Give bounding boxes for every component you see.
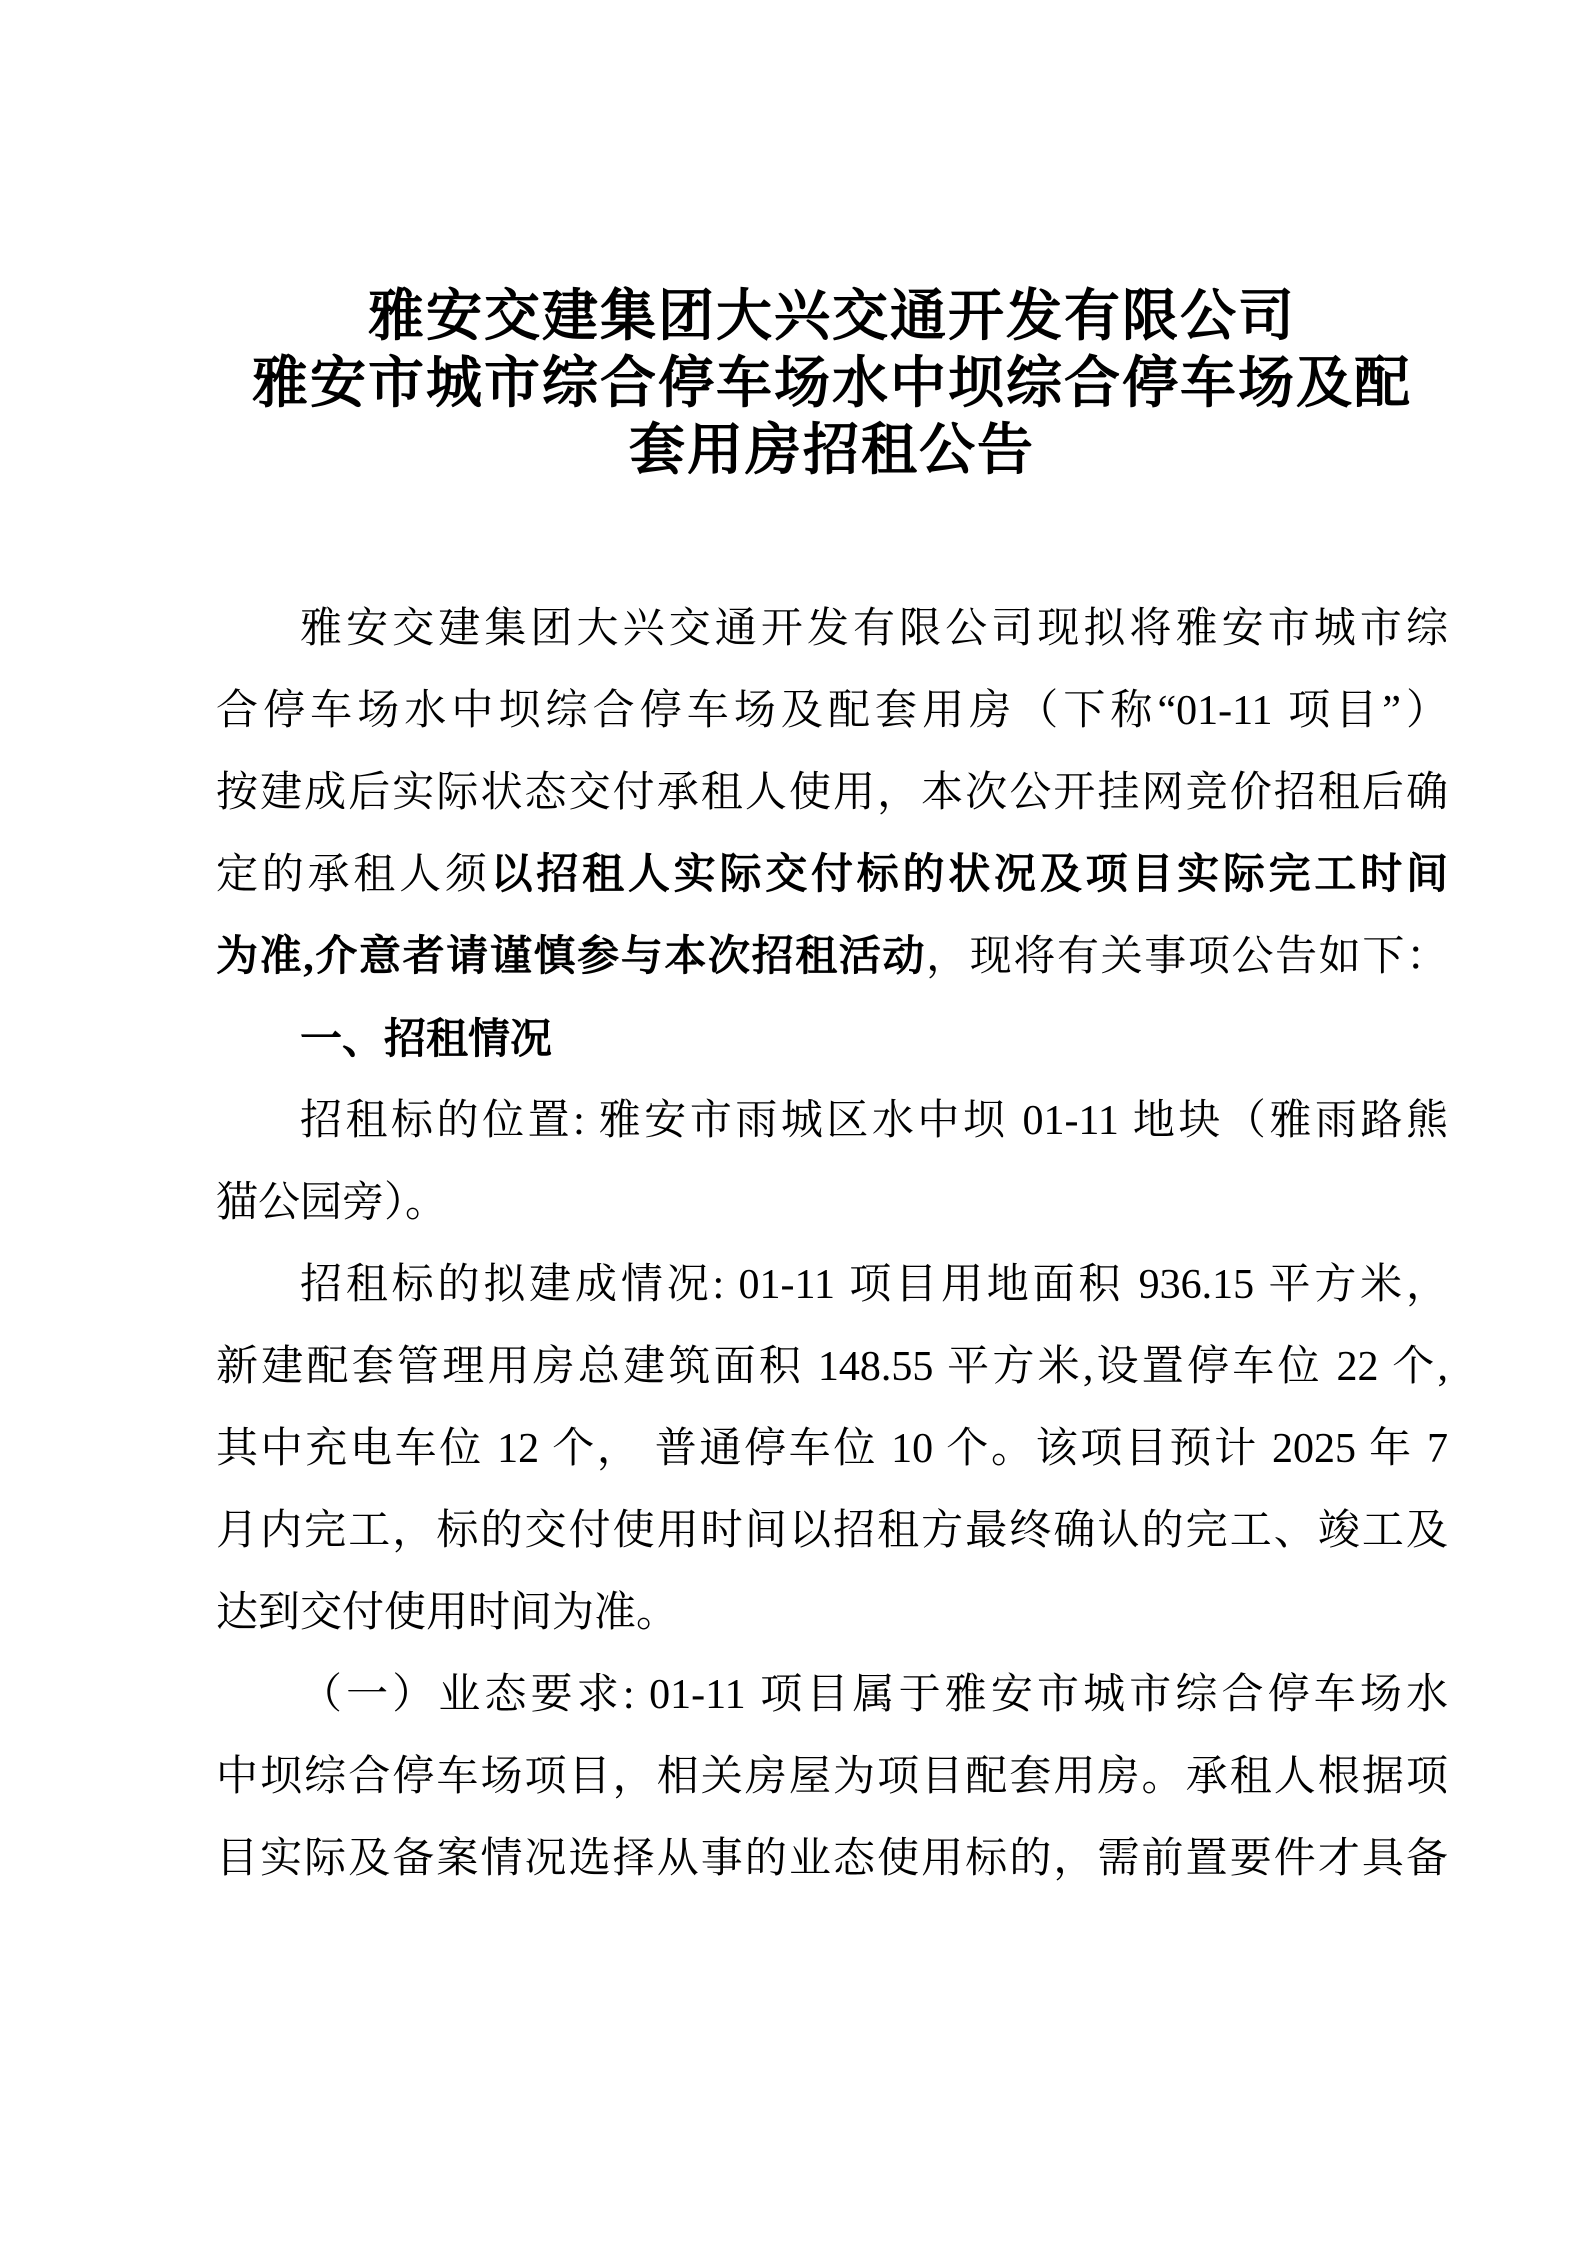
paragraph4-line1: （一）业态要求: 01-11 项目属于雅安市城市综合停车场水 [300,1672,1448,1718]
paragraph4-line3: 目实际及备案情况选择从事的业态使用标的，需前置要件才具备 [216,1836,1448,1882]
paragraph1-line1: 雅安交建集团大兴交通开发有限公司现拟将雅安市城市综 [300,606,1448,652]
paragraph1-line4-regular: 定的承租人须 [216,852,491,898]
document-title-line-3: 套用房招租公告 [629,420,1035,482]
paragraph1-line4-bold: 以招租人实际交付标的状况及项目实际完工时间 [490,852,1448,898]
paragraph1-line5-bold: 为准,介意者请谨慎参与本次招租活动 [216,934,927,980]
paragraph1-line3: 按建成后实际状态交付承租人使用，本次公开挂网竞价招租后确 [216,770,1448,816]
paragraph1-line5 [216,916,1448,998]
paragraph4-line2: 中坝综合停车场项目，相关房屋为项目配套用房。承租人根据项 [216,1754,1448,1800]
paragraph1-line4 [216,834,1448,916]
paragraph3-line2: 新建配套管理用房总建筑面积 148.55 平方米,设置停车位 22 个, [216,1344,1448,1390]
paragraph3-line1: 招租标的拟建成情况: 01-11 项目用地面积 936.15 平方米， [300,1262,1448,1308]
section1-heading: 一、招租情况 [300,1015,553,1062]
paragraph3-line3: 其中充电车位 12 个， 普通停车位 10 个。该项目预计 2025 年 7 [216,1426,1448,1472]
document-title [216,284,1448,485]
document-title-line-1: 雅安交建集团大兴交通开发有限公司 [368,286,1296,348]
paragraph2-line1: 招租标的位置: 雅安市雨城区水中坝 01-11 地块（雅雨路熊 [300,1098,1448,1144]
paragraph1-line2: 合停车场水中坝综合停车场及配套用房（下称“01-11 项目”） [216,688,1448,734]
paragraph1-line5-regular: ，现将有关事项公告如下： [926,934,1448,980]
document-body [216,588,1448,1900]
document-content [216,0,1448,1900]
paragraph3-line5: 达到交付使用时间为准。 [216,1590,679,1636]
document-title-line-2: 雅安市城市综合停车场水中坝综合停车场及配 [252,353,1412,415]
paragraph2-line2: 猫公园旁）。 [216,1180,448,1226]
paragraph3-line4: 月内完工，标的交付使用时间以招租方最终确认的完工、竣工及 [216,1508,1448,1554]
